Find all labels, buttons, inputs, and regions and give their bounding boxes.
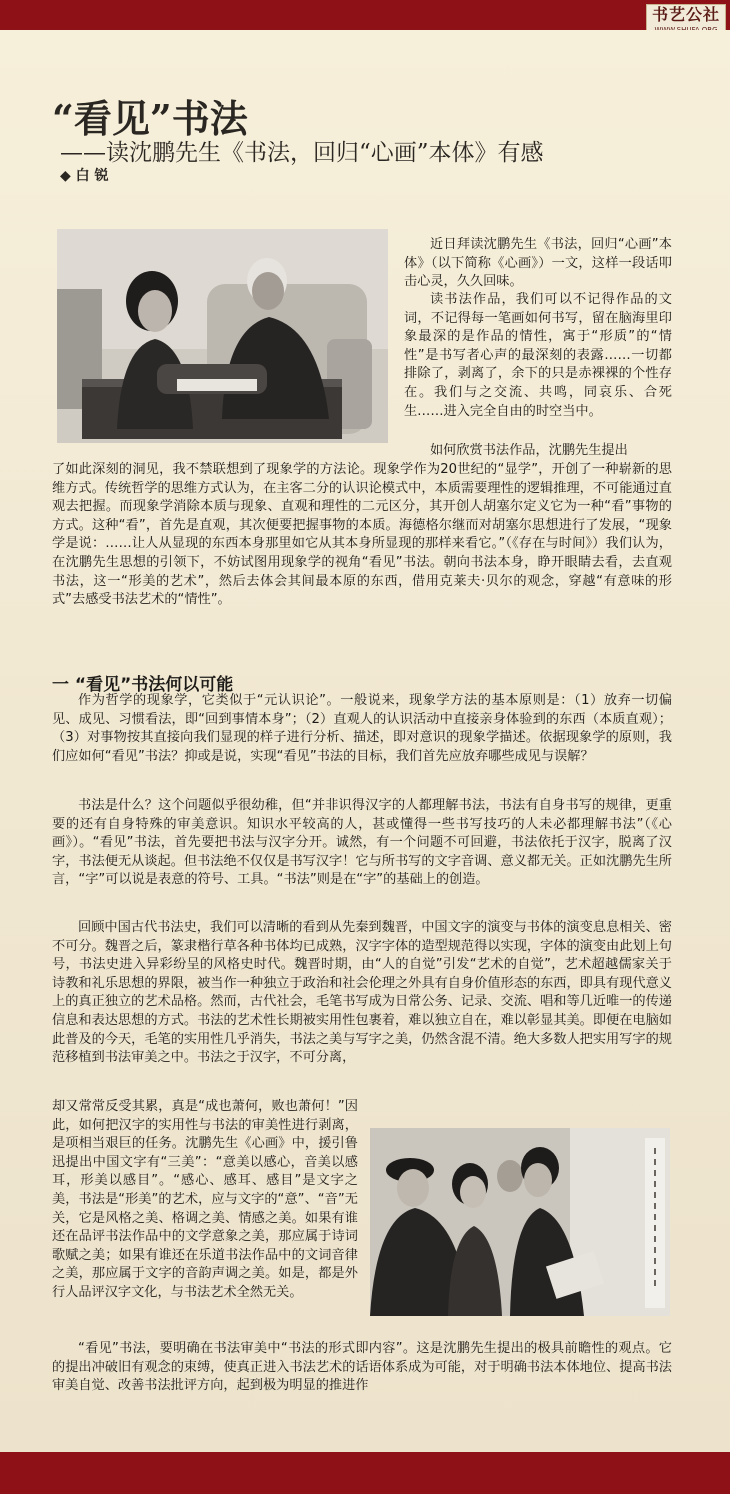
top-banner (0, 0, 730, 30)
article-subtitle: ——读沈鹏先生《书法，回归“心画”本体》有感 (60, 140, 544, 166)
logo-text: 书艺公社 (651, 5, 720, 24)
body-para-4: 回顾中国古代书法史，我们可以清晰的看到从先秦到魏晋，中国文字的演变与书体的演变息息相关、密不可分。魏晋之后，篆隶楷行草各种书体均已成熟，汉字字体的造型规范得以实现，字体的演变由此划上句号，书法史进入异彩纷呈的风格史时代。魏晋时期，由“人的自觉”引发“艺术的自觉”，艺术超越儒家关于诗教和礼乐思想的界限，被当作一种独立于政治和社会伦理之外具有自身价值形态的东西，即具有现代意义上的真正独立的艺术品格。然而，古代社会，毛笔书写成为日常公务、记录、交流、唱和等几近唯一的传递信息和表达思想的方式。书法的艺术性长期被实用性包裹着，难以独立自在，难以彰显其美。即便在电脑如此普及的今天，毛笔的实用性几乎消失，书法之美与写字之美，仍然含混不清。绝大多数人把实用写字的规范移植到书法审美之中。书法之于汉字，不可分离， (52, 920, 672, 1066)
body-para-2: 作为哲学的现象学，它类似于“元认识论”。一般说来，现象学方法的基本原则是：（1）放弃一切偏见、成见、习惯看法，即“回到事情本身”；（2）直观人的认识活动中直接亲身体验到的东西（本质直观）；（3）对事物按其直接向我们显现的样子进行分析、描述，即对意识的现象学描述。依据现象学的原则，我们应如何“看见”书法？抑或是说，实现“看见”书法的目标，我们首先应放弃哪些成见与误解？ (52, 693, 672, 764)
photo-interview-image (57, 229, 388, 443)
section-heading-1: 一 “看见”书法何以可能 (52, 675, 234, 695)
intro-quote-2: 读书法作品，我们可以不记得作品的文词，不记得每一笔画如何书写，留在脑海里印象最深的是作品的情性，寓于“形质”的“情性”是书写者心声的最深刻的表露……一切都排除了，剥离了，余下的只是赤裸裸的个性存在。我们与之交流、共鸣，同哀乐、合死生……进入完全自由的时空当中。 (404, 292, 672, 419)
article-title: “看见”书法 (52, 96, 248, 141)
intro-quote-1: 近日拜读沈鹏先生《书法，回归“心画”本体》（以下简称《心画》）一文，这样一段话叩击心灵，久久回味。 (404, 237, 672, 290)
body-para-1-start: 如何欣赏书法作品，沈鹏先生提出 (430, 443, 628, 458)
body-para-6: “看见”书法，要明确在书法审美中“书法的形式即内容”。这是沈鹏先生提出的极具前瞻性的观点。它的提出冲破旧有观念的束缚，使真正进入书法艺术的话语体系成为可能，对于明确书法本体地位、提高书法审美自觉、改善书法批评方向，起到极为明显的推进作 (52, 1341, 672, 1394)
bottom-banner (0, 1452, 730, 1494)
body-para-5: 却又常常反受其累，真是“成也萧何，败也萧何！”因此，如何把汉字的实用性与书法的审美性进行剥离，是项相当艰巨的任务。沈鹏先生《心画》中，援引鲁迅提出中国文字有“三美”：“意美以感心，音美以感耳，形美以感目”。“感心、感耳、感目”是文字之美，书法是“形美”的艺术，应与文字的“意”、“音”无关，它是风格之美、格调之美、情感之美。如果有谁还在品评书法作品中的文学意象之美，那应属于诗词歌赋之美；如果有谁还在乐道书法作品中的文词音律之美，那应属于文字的音韵声调之美。如是，都是外行人品评汉字文化，与书法艺术全然无关。 (52, 1099, 358, 1300)
photo-exhibition-image (370, 1128, 670, 1316)
photo-interview (57, 229, 388, 443)
photo-exhibition (370, 1128, 670, 1316)
body-para-1: 了如此深刻的洞见，我不禁联想到了现象学的方法论。现象学作为20世纪的“显学”，开创了一种崭新的思维方式。传统哲学的思维方式认为，在主客二分的认识论模式中，本质需要理性的逻辑推理，不可能通过直观去把握。而现象学消除本质与现象、直观和理性的二元区分，其开创人胡塞尔定义它为一种“看”事物的方式。这种“看”，首先是直观，其次便要把握事物的本质。海德格尔继而对胡塞尔思想进行了发展，“现象学是说：……让人从显现的东西本身那里如它从其本身所显现的那样来看它。”（《存在与时间》）我们认为，在沈鹏先生思想的引领下，不妨试图用现象学的视角“看见”书法。朝向书法本身，睁开眼睛去看，去直观书法，这一“形美的艺术”，然后去体会其间最本原的东西，借用克莱夫·贝尔的观念，穿越“有意味的形式”去感受书法艺术的“情性”。 (52, 462, 672, 608)
article-author: ◆ 白 锐 (60, 168, 109, 184)
body-para-3: 书法是什么？这个问题似乎很幼稚，但“并非识得汉字的人都理解书法，书法有自身书写的规律，更重要的还有自身特殊的审美意识。知识水平较高的人，甚或懂得一些书写技巧的人未必都理解书法”（《心画》）。“看见”书法，首先要把书法与汉字分开。诚然，有一个问题不可回避，书法依托于汉字，脱离了汉字，书法便无从谈起。但书法绝不仅仅是书写汉字！它与所书写的文字音调、意义都无关。正如沈鹏先生所言，“字”可以说是表意的符号、工具。“书法”则是在“字”的基础上的创造。 (52, 798, 672, 888)
